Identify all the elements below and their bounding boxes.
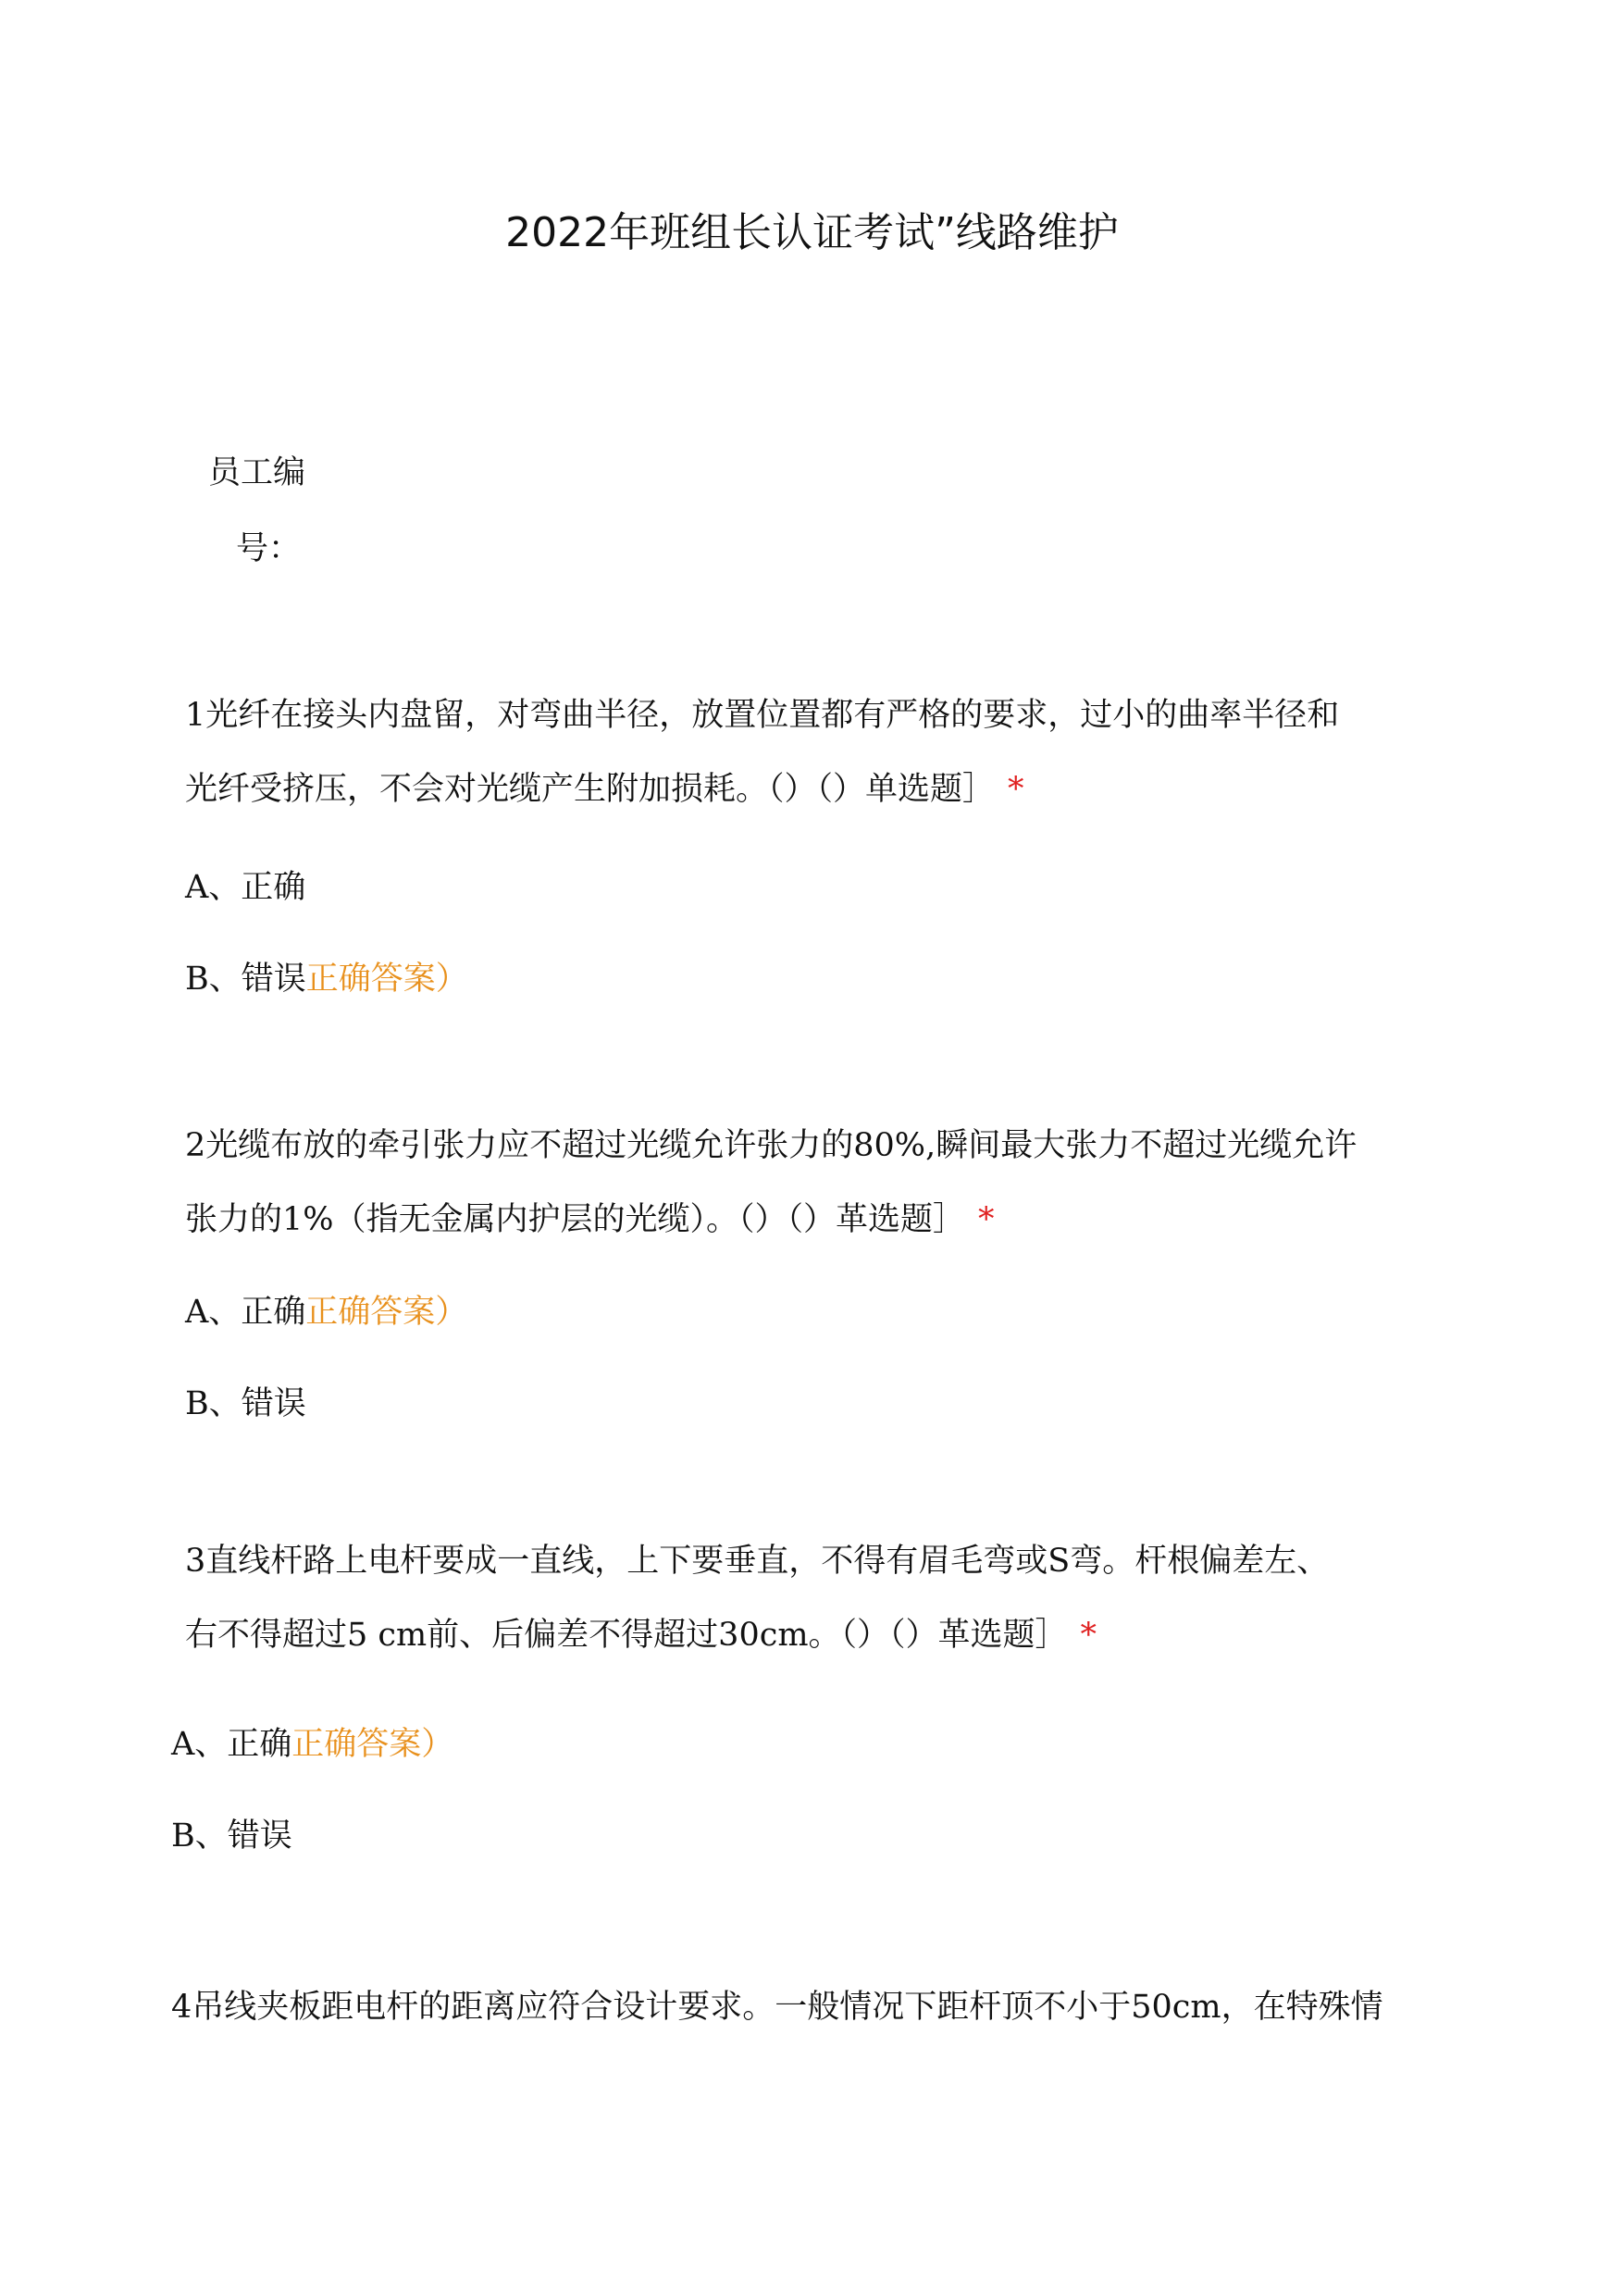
question-1-option-a[interactable]: A、正确 xyxy=(185,869,306,906)
page-title: 2022年班组长认证考试”线路维护 xyxy=(505,209,1119,256)
question-2-text: 张力的1%（指无金属内护层的光缆）。（）（）革选题］ xyxy=(185,1201,966,1238)
correct-answer-tag: 正确答案） xyxy=(291,1726,454,1763)
question-1-text: 光纤受挤压，不会对光缆产生附加损耗。（）（）单选题］ xyxy=(185,771,996,808)
option-label: A、正确 xyxy=(171,1726,292,1763)
question-3-line-2 xyxy=(185,1614,1097,1656)
question-2-line-1: 2光缆布放的牵引张力应不超过光缆允许张力的80%,瞬间最大张力不超过光缆允许 xyxy=(185,1127,1357,1164)
option-label: B、错误 xyxy=(185,961,306,998)
required-star: * xyxy=(1008,771,1024,808)
question-2-option-a[interactable] xyxy=(185,1291,467,1334)
question-3-text: 右不得超过5 cm前、后偏差不得超过30cm。（）（）革选题］ xyxy=(185,1617,1068,1654)
question-1-option-b[interactable] xyxy=(185,958,468,1000)
employee-id-label: 员工编 xyxy=(208,454,306,491)
question-3-option-a[interactable] xyxy=(171,1723,453,1766)
option-label: A、正确 xyxy=(185,1294,306,1331)
question-2-line-2 xyxy=(185,1198,995,1241)
question-1-line-2 xyxy=(185,768,1024,811)
required-star: * xyxy=(978,1201,995,1238)
correct-answer-tag: 正确答案） xyxy=(305,1294,468,1331)
question-1-line-1: 1光纤在接头内盘留，对弯曲半径，放置位置都有严格的要求，过小的曲率半径和 xyxy=(185,697,1340,734)
required-star: * xyxy=(1080,1617,1097,1654)
question-4-line-1: 4吊线夹板距电杆的距离应符合设计要求。一般情况下距杆顶不小于50cm，在特殊情 xyxy=(171,1989,1383,2026)
question-2-option-b[interactable]: B、错误 xyxy=(185,1385,306,1422)
question-3-option-b[interactable]: B、错误 xyxy=(171,1817,292,1855)
employee-id-label-cont: 号： xyxy=(236,530,302,567)
correct-answer-tag: 正确答案） xyxy=(305,961,468,998)
question-3-line-1: 3直线杆路上电杆要成一直线，上下要垂直，不得有眉毛弯或S弯。杆根偏差左、 xyxy=(185,1543,1330,1580)
